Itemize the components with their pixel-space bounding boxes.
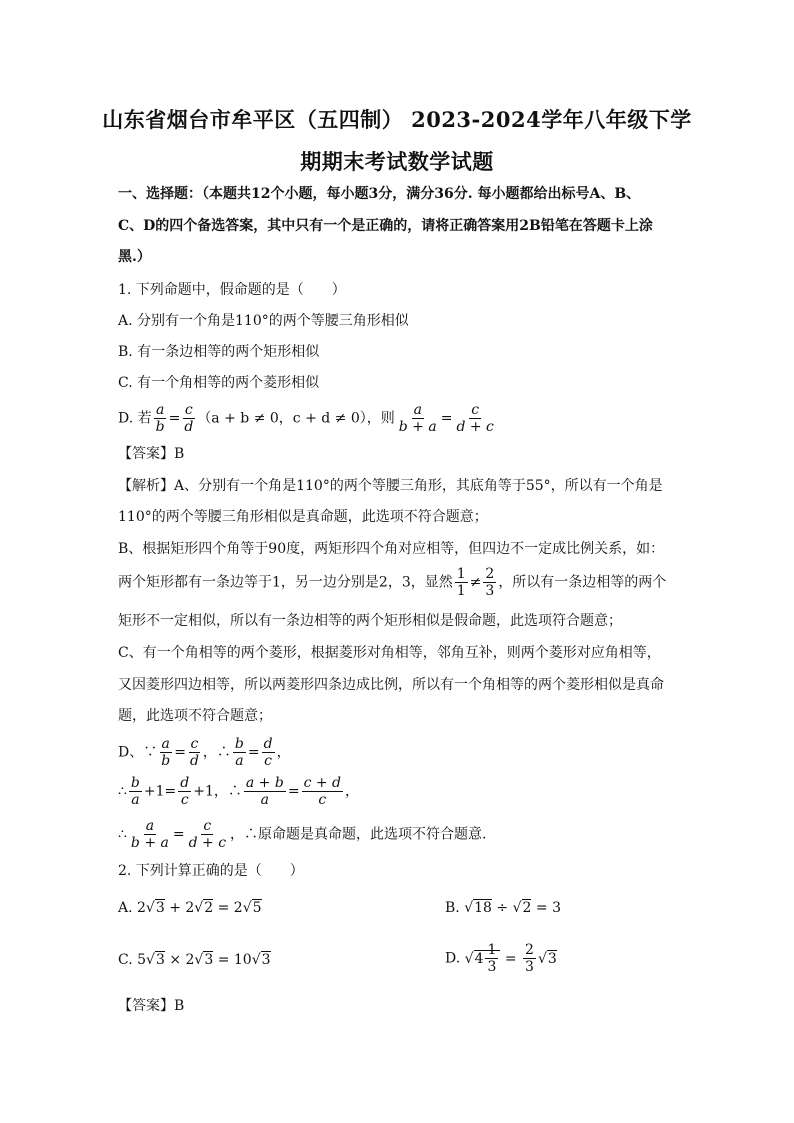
- fraction: $\frac{a}{b}$: [155, 402, 165, 435]
- fraction: $\frac{a}{b + a}$: [130, 818, 169, 851]
- fraction: $\frac{b}{a}$: [234, 736, 244, 769]
- q1-explanation-d-line2: ∴ $\frac{b}{a}$ +1= $\frac{d}{c}$ +1，∴ $\frac{a + b}{a}$ = $\frac{c + d}{c}$ ，: [118, 775, 359, 808]
- math-expression: √18 ÷ √2 = 3: [464, 900, 561, 916]
- math-expression: √4 $\frac{1}{3}$ = $\frac{2}{3}$ √3: [464, 942, 557, 975]
- q1-option-d-prefix: D. 若: [118, 410, 152, 427]
- q1-explanation-b-line3: 矩形不一定相似，所以有一条边相等的两个矩形相似是假命题，此选项符合题意；: [118, 613, 622, 629]
- section-instructions-line3: 黑.）: [118, 249, 151, 265]
- section-instructions-line1: 一、选择题：（本题共12个小题，每小题3分，满分36分. 每小题都给出标号A、B、: [118, 186, 641, 202]
- option-label: A.: [118, 900, 133, 916]
- q1-option-a: A. 分别有一个角是110°的两个等腰三角形相似: [118, 313, 409, 329]
- option-label: C.: [118, 952, 133, 968]
- fraction: $\frac{a}{b}$: [161, 736, 171, 769]
- q1-explanation-a-line2: 110°的两个等腰三角形相似是真命题，此选项不符合题意；: [118, 509, 488, 525]
- q1-stem: 1. 下列命题中，假命题的是（ ）: [118, 282, 346, 298]
- q1-explanation-b-line1: B、根据矩形四个角等于90度，两矩形四个角对应相等，但四边不一定成比例关系，如：: [118, 541, 665, 557]
- q1-explanation-c-line1: C、有一个角相等的两个菱形，根据菱形对角相等，邻角互补，则两个菱形对应角相等，: [118, 645, 661, 661]
- math-expression: 2√3 + 2√2 = 2√5: [137, 900, 262, 916]
- q1-explanation-c-line2: 又因菱形四边相等，所以两菱形四条边成比例，所以有一个角相等的两个菱形相似是真命: [118, 677, 664, 693]
- doc-title-line2: 期期末考试数学试题: [300, 149, 494, 174]
- q2-option-a: [118, 898, 262, 918]
- q1-option-d-condition: （a + b ≠ 0，c + d ≠ 0），则: [197, 410, 395, 427]
- option-label: B.: [445, 900, 460, 916]
- fraction: $\frac{c}{d}$: [184, 402, 194, 435]
- fraction: $\frac{c}{d + c}$: [188, 818, 227, 851]
- text-span: D、∵: [118, 744, 158, 761]
- fraction: $\frac{2}{3}$: [485, 566, 495, 599]
- fraction: $\frac{b}{a}$: [130, 775, 140, 808]
- fraction: $\frac{d}{c}$: [263, 736, 273, 769]
- q1-explanation-b-line2: 两个矩形都有一条边等于1，另一边分别是2，3，显然 $\frac{1}{1}$ ≠ $\frac{2}{3}$ ，所以有一条边相等的两个: [118, 566, 667, 599]
- fraction: $\frac{d}{c}$: [180, 775, 190, 808]
- math-expression: 5√3 × 2√3 = 10√3: [137, 952, 271, 968]
- fraction: $\frac{c}{d + c}$: [456, 402, 494, 435]
- text-span: 两个矩形都有一条边等于1，另一边分别是2，3，显然: [118, 574, 453, 591]
- fraction: $\frac{a + b}{a}$: [245, 775, 284, 808]
- text-span: ，∴原命题是真命题，此选项不符合题意.: [230, 826, 487, 843]
- q2-option-d: [445, 942, 557, 975]
- q1-option-b: B. 有一条边相等的两个矩形相似: [118, 344, 320, 360]
- section-instructions-line2: C、D的四个备选答案，其中只有一个是正确的，请将正确答案用2B铅笔在答题卡上涂: [118, 218, 653, 234]
- q1-explanation-d-line3: ∴ $\frac{a}{b + a}$ = $\frac{c}{d + c}$ ，∴原命题是真命题，此选项不符合题意.: [118, 818, 487, 851]
- q1-answer: 【答案】B: [118, 446, 185, 462]
- q2-option-c: [118, 950, 271, 970]
- q1-option-d: D. 若 $\frac{a}{b}$ = $\frac{c}{d}$ （a + b ≠ 0，c + d ≠ 0），则 $\frac{a}{b + a}$ = $\frac{c}{d + c}$: [118, 402, 494, 435]
- text-span: ∴: [216, 744, 231, 761]
- fraction: $\frac{c}{d}$: [189, 736, 199, 769]
- q2-option-b: [445, 898, 561, 918]
- fraction: $\frac{1}{1}$: [456, 566, 466, 599]
- q2-answer: 【答案】B: [118, 998, 185, 1014]
- fraction: $\frac{c + d}{c}$: [303, 775, 341, 808]
- text-span: ，所以有一条边相等的两个: [498, 574, 667, 591]
- q1-explanation-c-line3: 题，此选项不符合题意；: [118, 708, 272, 724]
- fraction: $\frac{a}{b + a}$: [398, 402, 437, 435]
- doc-title-line1: 山东省烟台市牟平区（五四制） 2023-2024学年八年级下学: [102, 107, 692, 132]
- q1-option-c: C. 有一个角相等的两个菱形相似: [118, 375, 320, 391]
- q2-stem: 2. 下列计算正确的是（ ）: [118, 863, 304, 879]
- q1-explanation-d-line1: D、∵ $\frac{a}{b}$ = $\frac{c}{d}$ ，∴ $\frac{b}{a}$ = $\frac{d}{c}$ ，: [118, 736, 291, 769]
- option-label: D.: [445, 950, 461, 967]
- q1-explanation-a-line1: 【解析】A、分别有一个角是110°的两个等腰三角形，其底角等于55°，所以有一个角是: [118, 478, 663, 494]
